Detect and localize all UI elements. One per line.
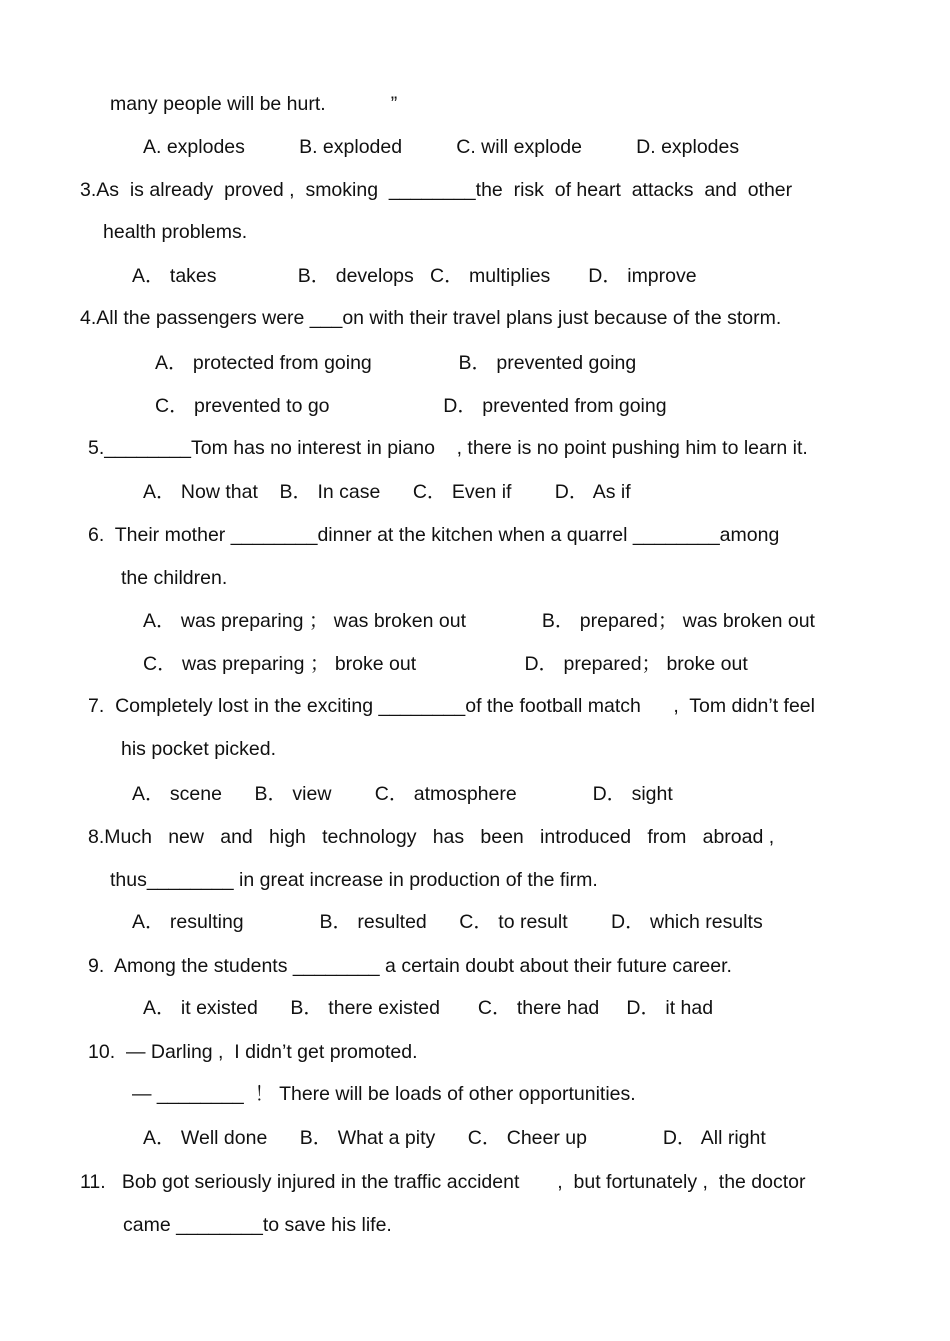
q8-text-cont: thus________ in great increase in production of the firm. [110, 869, 598, 891]
q10-dialogue-1: 10. — Darling , I didn’t get promoted. [88, 1041, 418, 1063]
q6-text-cont: the children. [121, 567, 228, 589]
q11-text: 11. Bob got seriously injured in the traffic accident , but fortunately , the doctor [80, 1171, 806, 1193]
q2-options: A. explodes B. exploded C. will explode D. explodes [143, 136, 740, 158]
q10-options: A． Well done B． What a pity C． Cheer up D． All right [143, 1127, 766, 1149]
q6-options-ab: A． was preparing ； was broken out B． prepared； was broken out [143, 610, 815, 632]
q6-text: 6. Their mother ________dinner at the kitchen when a quarrel ________among [88, 524, 780, 546]
q7-text-cont: his pocket picked. [121, 738, 277, 760]
q2-text-end: many people will be hurt. ” [110, 93, 398, 115]
q10-dialogue-2: — ________ ！ There will be loads of other opportunities. [132, 1083, 636, 1105]
q9-options: A． it existed B． there existed C． there had D． it had [143, 997, 714, 1019]
q4-text: 4.All the passengers were ___on with their travel plans just because of the storm. [80, 307, 782, 329]
q11-text-cont: came ________to save his life. [123, 1214, 392, 1236]
q4-options-ab: A． protected from going B． prevented going [155, 352, 637, 374]
q3-text-cont: health problems. [103, 221, 248, 243]
q3-text: 3.As is already proved , smoking ________the risk of heart attacks and other [80, 179, 793, 201]
q7-text: 7. Completely lost in the exciting ________of the football match , Tom didn’t feel [88, 695, 815, 717]
q5-options: A． Now that B． In case C． Even if D． As if [143, 481, 631, 503]
q9-text: 9. Among the students ________ a certain doubt about their future career. [88, 955, 732, 977]
q6-options-cd: C． was preparing ； broke out D． prepared； broke out [143, 653, 748, 675]
q7-options: A． scene B． view C． atmosphere D． sight [132, 783, 673, 805]
q8-text: 8.Much new and high technology has been introduced from abroad , [88, 826, 775, 848]
q3-options: A． takes B． develops C． multiplies D． improve [132, 265, 697, 287]
q8-options: A． resulting B． resulted C． to result D． which results [132, 911, 763, 933]
q5-text: 5.________Tom has no interest in piano , there is no point pushing him to learn it. [88, 437, 808, 459]
q4-options-cd: C． prevented to go D． prevented from going [155, 395, 667, 417]
